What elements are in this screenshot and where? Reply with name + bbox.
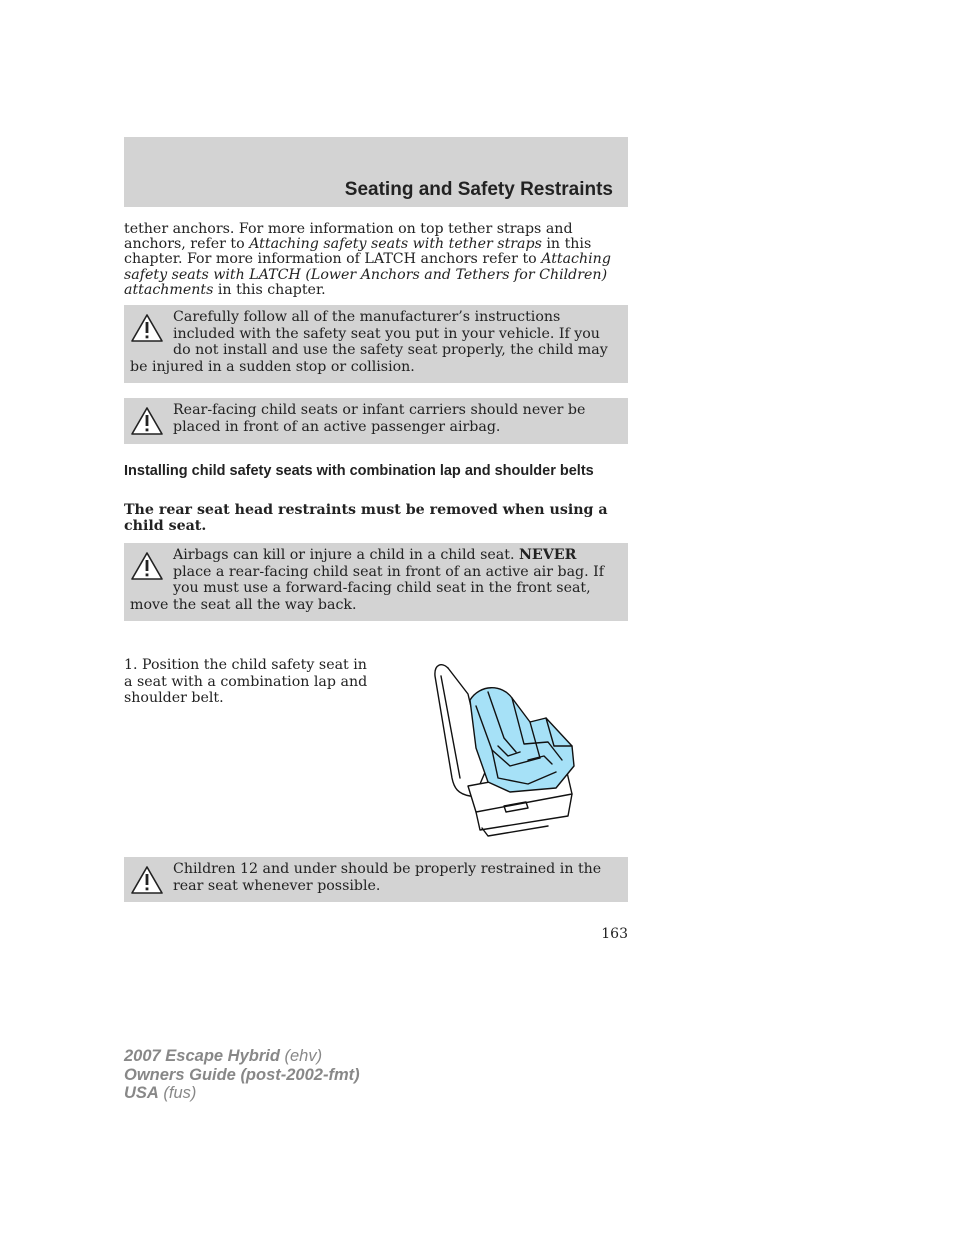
document-footer: [124, 1047, 360, 1103]
footer-line-3: [124, 1084, 360, 1103]
footer-guide: Owners Guide (post-2002-fmt): [124, 1065, 360, 1084]
page-number: 163: [601, 926, 628, 942]
warning-text: [130, 547, 618, 613]
warning-icon: [130, 551, 164, 585]
footer-market: USA: [124, 1084, 159, 1102]
intro-link-tether: Attaching safety seats with tether straps: [249, 236, 542, 253]
footer-line-2: [124, 1066, 360, 1085]
footer-model: 2007 Escape Hybrid: [124, 1047, 280, 1065]
intro-text-3: in this chapter.: [213, 281, 326, 298]
warning-icon: [130, 406, 164, 440]
section-heading: Installing child safety seats with combination lap and shoulder belts: [124, 463, 594, 479]
section-title: Seating and Safety Restraints: [344, 179, 613, 200]
warning-text: Carefully follow all of the manufacturer’s instructions included with the safety seat you put in your vehicle. If you do not install and use the safety seat properly, the child may be injured in a sudden stop or collision.: [130, 309, 608, 375]
footer-line-1: [124, 1047, 360, 1066]
warning-text-part: Airbags can kill or injure a child in a child seat.: [173, 547, 519, 563]
warning-icon: [130, 313, 164, 347]
warning-box-install: [124, 305, 628, 383]
warning-box-children: [124, 857, 628, 902]
warning-box-never: [124, 543, 628, 621]
warning-text: Rear-facing child seats or infant carriers should never be placed in front of an active passenger airbag.: [173, 402, 586, 435]
warning-text: Children 12 and under should be properly restrained in the rear seat whenever possible.: [173, 861, 602, 894]
step-1-text: 1. Position the child safety seat in a seat with a combination lap and shoulder belt.: [124, 657, 368, 706]
warning-text-part: place a rear-facing child seat in front of an active air bag. If you must use a forward-facing child seat in the front seat, move the seat all the way back.: [130, 563, 604, 613]
intro-text-2: in this chapter. For more information of LATCH anchors refer to: [124, 236, 592, 268]
child-seat-illustration: [428, 660, 580, 838]
warning-box-airbag: [124, 398, 628, 444]
warning-emphasis: NEVER: [518, 547, 577, 563]
intro-link-latch: Attaching safety seats with LATCH (Lower Anchors and Tethers for Children) attachments: [124, 251, 611, 298]
head-restraint-note: The rear seat head restraints must be removed when using a child seat.: [124, 502, 608, 534]
warning-icon: [130, 865, 164, 899]
intro-paragraph: [124, 222, 628, 298]
footer-market-code: (fus): [158, 1084, 197, 1102]
intro-text-1: tether anchors. For more information on top tether straps and anchors, refer to: [124, 221, 573, 253]
section-header-bar: [124, 137, 628, 207]
footer-model-code: (ehv): [279, 1047, 323, 1065]
